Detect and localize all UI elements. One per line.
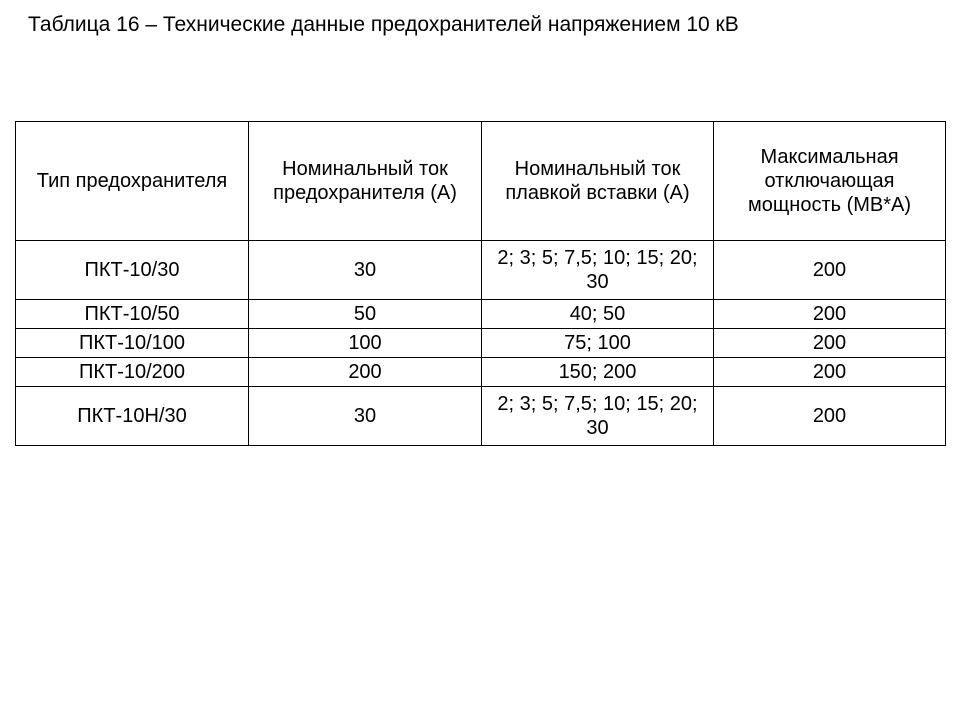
cell-fuse-link-current: 2; 3; 5; 7,5; 10; 15; 20; 30 [482,387,714,446]
cell-fuse-link-current: 40; 50 [482,300,714,329]
table-row [16,241,946,300]
table-row [16,329,946,358]
cell-breaking-power: 200 [714,387,946,446]
cell-fuse-link-current: 150; 200 [482,358,714,387]
cell-fuse-type: ПКТ-10/30 [16,241,249,300]
cell-breaking-power: 200 [714,329,946,358]
cell-fuse-type: ПКТ-10Н/30 [16,387,249,446]
cell-breaking-power: 200 [714,241,946,300]
cell-fuse-link-current: 75; 100 [482,329,714,358]
cell-rated-current: 50 [249,300,482,329]
cell-rated-current: 30 [249,387,482,446]
cell-fuse-link-current: 2; 3; 5; 7,5; 10; 15; 20; 30 [482,241,714,300]
cell-rated-current: 200 [249,358,482,387]
table-row [16,387,946,446]
cell-rated-current: 30 [249,241,482,300]
table-row [16,300,946,329]
header-rated-current: Номинальный ток предохранителя (А) [249,122,482,241]
table-header-row [16,122,946,241]
cell-fuse-type: ПКТ-10/50 [16,300,249,329]
cell-breaking-power: 200 [714,300,946,329]
header-fuse-link-current: Номинальный ток плавкой вставки (А) [482,122,714,241]
cell-fuse-type: ПКТ-10/100 [16,329,249,358]
page-title: Таблица 16 – Технические данные предохранителей напряжением 10 кВ [28,13,739,36]
table-row [16,358,946,387]
cell-rated-current: 100 [249,329,482,358]
fuse-data-table [15,121,946,446]
cell-breaking-power: 200 [714,358,946,387]
header-fuse-type: Тип предохранителя [16,122,249,241]
header-breaking-power: Максимальная отключающая мощность (МВ*А) [714,122,946,241]
cell-fuse-type: ПКТ-10/200 [16,358,249,387]
